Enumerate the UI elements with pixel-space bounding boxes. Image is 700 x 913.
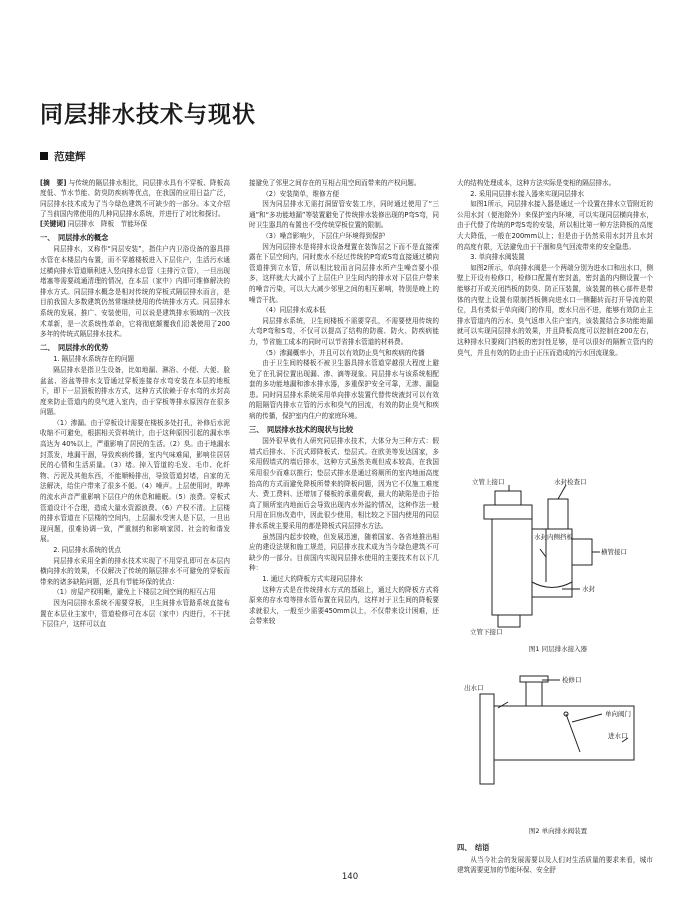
subsection-heading: 1. 隔层排水系统存在的问题 bbox=[53, 355, 135, 364]
paragraph: 因为同层排水是将排水设备埋置在装饰层之下而不是直接裸露在下层空间内，同时废水不经过传统的P弯或S弯直接通过横向管道排到立水管，所以相比较而言同层排水所产生噪音要小很多，这样就大大减小了上层住户卫生间内的排水对下层住户带来的噪音污染，可以大大减少邻里之间的相互影响，特别是晚上的噪音干扰。 bbox=[249, 242, 439, 304]
paragraph: （2）安装简单，维修方便 bbox=[262, 189, 339, 198]
paragraph: （1）渗漏。由于穿板设计需要在楼板多处打孔，补修后水泥收缩不可避免，根据相关资料统计，由于这种原因引起的漏水率高达为 40%以上，严重影响了居民的生活。（2）臭。由于地漏水封蒸发，地漏干涸，导致疾病传播，室内气味难闻，影响住居居民的心情和生活质量。（3）堵。掉入管道的毛发、毛巾、化纤物、污泥及其他东西，不能顺畅排出，导致管道封堵，自家的无法解决，给住户带来了很多不便。（4）噪声。上层使用时，哗哗的流水声音严重影响下层住户的休息和睡眠。（5）浪费。穿板式管道设计不合理，造成大量水资源浪费。（6）产权不清。上层楼的排水管道在下层楼的空间内，上层漏水受害人是下层，一旦出现问题，很难协调一致，严重制约和影响家园、社会的和谐发展。 bbox=[40, 418, 230, 544]
abstract bbox=[40, 178, 230, 219]
page-number: 140 bbox=[341, 872, 359, 882]
paragraph: （3）噪音影响少，下层住户环境得到保护 bbox=[262, 231, 386, 240]
paragraph: 因为同层排水无需打洞留管安装工序，同时通过使用了“三通”和“多功能地漏”等装置避免了传统排水装修出现的P弯S弯，同时卫生器具的布置也不受传统穿板位置的限制。 bbox=[249, 200, 439, 230]
column-right bbox=[457, 178, 653, 358]
paragraph: 从当今社会的发展需要以及人们对生活质量的要求来看，城市建筑需要更加的节能环保、安全舒 bbox=[457, 855, 653, 875]
paragraph: 国外很早就有人研究同层排水技术，大体分为三种方式：假墙式后排水、下沉式即降板式、垫层式。在欧美等发达国家，多采用假墙式的墙后排水，这种方式虽然美观但成本较高，在我国采用很少而难以推行；垫层式排水是通过将厕所的室内地面高度抬高的方式而避免降板所带来的降板问题，因为它不仅施工难度大、费工费料、还增加了楼板的承重荷载，最大的缺陷是由于抬高了厕所室内地面后会导致出现内水外溢的情况，这种作法一般只用在旧房改造中，因此很少使用，相比较之下国内使用的同层排水系统主要采用的都是降板式同层排水方法。 bbox=[249, 437, 439, 530]
paragraph: 虽然国内起步较晚，但发展迅速，随着国家、各省地推出相应的建设法规和施工规范，同层排水技术成为当今绿色建筑不可缺少的一部分。目前国内实现同层排水使用的主要技术有以下几种： bbox=[249, 532, 439, 573]
fig1-top-collar bbox=[484, 505, 532, 519]
label-inlet: 立管上接口 bbox=[472, 478, 505, 486]
fig1-water bbox=[532, 582, 572, 588]
label-lower: 立管下接口 bbox=[470, 628, 503, 636]
column-left bbox=[40, 178, 230, 630]
paragraph: 隔层排水是指卫生设备，比如地漏、淋浴、小便、大便、脸盆盆、浴盆等排水支管通过穿板连接存水弯安装在本层的地板下，即下一层顶板的排水方式，这种方式依赖于存水弯的水封高度来防止管道内的臭气进入室内，由于穿板等排水原因存在很多问题。 bbox=[40, 365, 230, 417]
fig2-outlet-pipe bbox=[480, 694, 494, 784]
paragraph: 同层排水采用全新的排水技术实现了不用穿孔即可在本层内横向排水的效果，不仅解决了传统的隔层排水不可避免的穿板而带来的诸多缺陷问题，还具有节能环保的优点： bbox=[40, 556, 230, 586]
fig2-flap bbox=[566, 714, 580, 752]
leader-fn bbox=[540, 549, 546, 557]
paragraph: 大的结构处理成本，这种方法实际是变相的隔层排水。 bbox=[457, 179, 616, 187]
page-title: 同层排水技术与现状 bbox=[40, 102, 256, 128]
label-valve: 单向阀门 bbox=[605, 710, 631, 718]
figure-2-caption: 图2 单向排水阀装置 bbox=[528, 827, 588, 835]
fig1-check-port bbox=[548, 499, 568, 529]
paragraph: 由于卫生间的楼板不被卫生器具排水管道穿越很大程度上避免了在孔洞位置出现漏、渗、滴等现象。同层排水与该系统相配套的多功能地漏和渗水排水器，多重保护安全可靠，无渗、漏隐患。同时同层排水系统采用单向排水装置代替传统液封可以有效的阻隔管内排水立管的污水和臭气的回流，有效的防止臭气和疾病的传播，保护室内住户的家庭环境。 bbox=[249, 359, 439, 421]
paragraph: （5）渗漏概率小，并且可以有效防止臭气和疾病的传播 bbox=[262, 348, 425, 357]
paragraph: 1. 通过大的降板方式实现同层排水 bbox=[262, 574, 363, 583]
label-check: 检修口 bbox=[562, 676, 582, 684]
paragraph: 同层排水，又称作“同层安装”，指住户内卫浴设备的器具排水管在本楼层内布置，而不穿越楼板进入下层住户，生活污水通过横向排水管道顺利进入竖向排水总管（主排污立管），一旦出现堵塞等需要疏通清理的情况，在本层（家中）内即可维修解决的排水方式。同层排水概念是相对传统的穿板式隔层排水而言，是目前我国大多数建筑仍然常继续使用的传统排水方式。同层排水系统的发展、推广、安装使用，可以说是建筑排水领域的一次技术革新，是一次系统性革命，它将彻底颠覆我们沿袭使用了200多年的传统式隔层排水技术。 bbox=[40, 245, 230, 339]
fig1-top-pipe bbox=[495, 491, 521, 505]
paragraph: 因为同层排水系统不需要穿板，卫生间排水管路系统直接布置在本层业主家中，管道检修可在本层（家中）内进行，不干扰下层住户，这样可以直 bbox=[40, 598, 230, 629]
label-outlet2: 出水口 bbox=[464, 684, 484, 692]
figure-1-caption: 图1 同层排水接入器 bbox=[528, 645, 588, 653]
label-inlet2: 进水口 bbox=[608, 732, 628, 740]
paragraph: 这种方式是在传统排水方式的基础上，通过大的降板方式将原来的存水弯等排水管布置在同层内，这样对于卫生间的降板要求就很大，一般至少需要450mm以上，不仅带来设计困难，还会带来较 bbox=[249, 585, 439, 626]
paragraph: （1）房屋产权明晰，避免上下楼层之间空间的相互占用 bbox=[53, 588, 216, 597]
leader-drain bbox=[558, 485, 566, 499]
section-heading: 三、 同层排水技术的现状与比较 bbox=[249, 424, 354, 434]
figure-2-drawing bbox=[462, 666, 654, 796]
fig1-bottom-pipe bbox=[498, 615, 520, 627]
figure-1 bbox=[462, 477, 654, 637]
paragraph: 同层排水系统，卫生间楼板不需要穿孔，不需要使用传统的大弯P弯和S弯，不仅可以提高了结构的防震、防火、防疾病能力，节省施工成本的同时可以节省排水管道的材料费。 bbox=[249, 316, 439, 346]
fig2-check-neck bbox=[526, 682, 542, 706]
section-heading: 二、 同层排水的优势 bbox=[40, 342, 109, 352]
square-bullet-icon bbox=[40, 152, 48, 160]
section-heading: 四、 结语 bbox=[457, 843, 490, 852]
keywords-label: [关键词] bbox=[40, 220, 66, 229]
figure-1-drawing bbox=[462, 477, 654, 637]
subsection-heading: 2. 同层排水系统的优点 bbox=[53, 546, 121, 554]
paragraph: 3. 单向排水阀装置 bbox=[470, 253, 525, 262]
figure-2 bbox=[462, 666, 654, 796]
paragraph: 2. 采用同层排水接入器来实现同层排水 bbox=[470, 189, 585, 198]
section-heading: 一、 同层排水的概念 bbox=[40, 232, 109, 242]
paragraph: 接避免了邻里之间存在的互相占用空间而带来的产权问题。 bbox=[249, 179, 421, 187]
conclusion-section bbox=[457, 840, 653, 876]
keywords bbox=[40, 219, 230, 230]
leader-outlet2 bbox=[498, 702, 508, 708]
author-name: 范建辉 bbox=[54, 151, 86, 163]
label-fn: 水封内侧挡板 bbox=[534, 533, 573, 541]
column-left-body bbox=[40, 233, 230, 630]
leader-valve bbox=[572, 714, 602, 722]
author-line bbox=[40, 149, 86, 164]
keywords-text: 同层排水 降板 节能环保 bbox=[67, 220, 148, 229]
fig1-riser-body bbox=[492, 519, 532, 615]
label-outlet: 横管接口 bbox=[601, 548, 627, 556]
paragraph: 如图1所示，同层排水接入器是通过一个设置在排水立管附近的公用水封（便池除外）来保护室内环境，可以实现同层横向排水，由于代替了传统的P弯S弯的安装，所以相比第一种方法降板的高度大大降低，一般在200mm以上；但是由于仍然采用水封并且水封的高度有限，无法避免由于干涸和臭气回流带来的安全隐患。 bbox=[457, 200, 653, 251]
label-seal: 水封 bbox=[582, 585, 595, 593]
paragraph: 如图2所示，单向排水阀是一个两端分别为进水口和出水口，侧壁上开设有检修口，检修口配置有密封盖，密封盖的内侧设置一个能够打开或关闭挡板的防臭、防正压装置，该装置的核心部件是带体的内壁上设置有限制挡板侧向进水口一侧翻转而打开导流的限位，具有类似于单向阀门的作用，废水只出不进，能够有效防止主排水管道内的污水、臭气返串入住户室内，该装置结合多功能地漏就可以实现同层排水的效果，并且降板高度可以控制在200左右，这种排水只要阀门挡板的密封性足够，是可以很好的隔断立管内的臭气，并且有效的防止由于正压而造成的污水回流现象。 bbox=[457, 263, 653, 357]
column-middle bbox=[249, 178, 439, 627]
abstract-label: [摘 要] bbox=[40, 179, 67, 187]
fig2-check-cap bbox=[520, 676, 548, 682]
paragraph: （4）同层排水成本低 bbox=[262, 306, 326, 315]
fig1-side-port bbox=[572, 539, 592, 565]
label-drain: 水封检查口 bbox=[554, 478, 587, 486]
abstract-text: 与传统的隔层排水相比，同层排水具有不穿板、降板高度低、节水节能、防臭防疾病等优点，在我国的应用日益广泛，同层排水技术成为了当今绿色建筑不可缺少的一部分。本文介绍了当前国内常使用的几种同层排水系统，并进行了对比和探讨。 bbox=[40, 179, 230, 218]
